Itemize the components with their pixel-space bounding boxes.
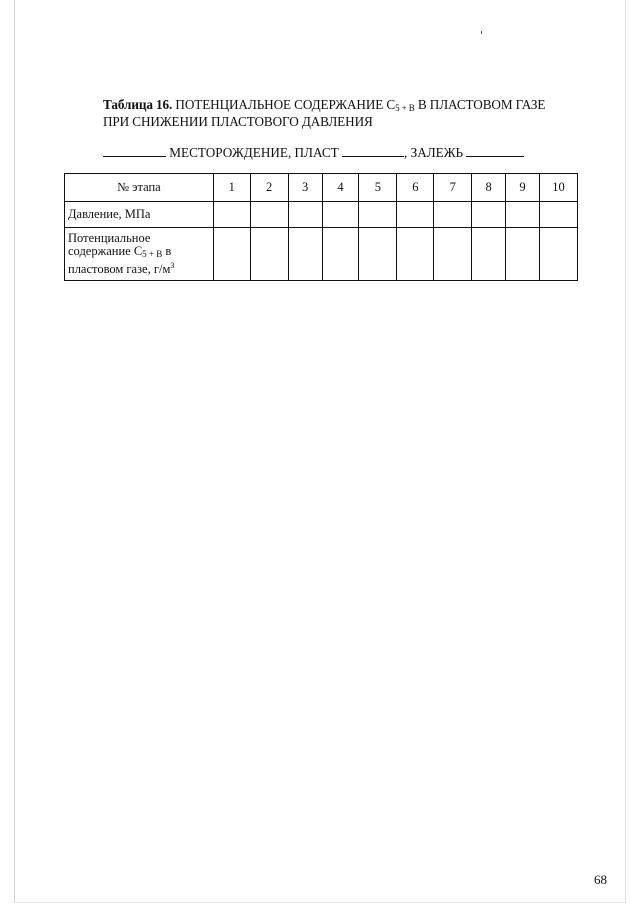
stage-header-8: 8 xyxy=(472,174,506,202)
stage-header-10: 10 xyxy=(540,174,578,202)
pool-label: ЗАЛЕЖЬ xyxy=(410,145,464,160)
pressure-cell-6[interactable] xyxy=(397,202,434,228)
stage-header-7: 7 xyxy=(434,174,472,202)
field-separator: , xyxy=(404,145,408,160)
deposit-label: МЕСТОРОЖДЕНИЕ, ПЛАСТ xyxy=(169,145,339,160)
potential-cell-2[interactable] xyxy=(250,228,288,281)
pressure-cell-8[interactable] xyxy=(472,202,506,228)
title-subscript: 5 + В xyxy=(395,103,415,113)
pressure-cell-1[interactable] xyxy=(213,202,250,228)
stage-header-3: 3 xyxy=(288,174,322,202)
page-frame xyxy=(14,0,626,903)
potential-cell-9[interactable] xyxy=(506,228,540,281)
stage-header-6: 6 xyxy=(397,174,434,202)
pressure-cell-5[interactable] xyxy=(359,202,397,228)
deposit-blank[interactable] xyxy=(103,145,166,157)
potential-cell-8[interactable] xyxy=(472,228,506,281)
stage-header-2: 2 xyxy=(250,174,288,202)
potential-label-line2-pre: содержание С xyxy=(68,243,143,258)
pressure-cell-2[interactable] xyxy=(250,202,288,228)
potential-label-line2-post: в xyxy=(165,243,172,258)
page-number: 68 xyxy=(594,872,607,887)
potential-label-subscript: 5 + В xyxy=(142,248,163,259)
pressure-cell-10[interactable] xyxy=(540,202,578,228)
stage-header-4: 4 xyxy=(322,174,359,202)
potential-cell-4[interactable] xyxy=(322,228,359,281)
table-number: Таблица 16. xyxy=(103,97,173,112)
potential-cell-5[interactable] xyxy=(359,228,397,281)
potential-label-line3: пластовом газе, г/м xyxy=(68,262,171,277)
stage-header-5: 5 xyxy=(359,174,397,202)
stage-header-label: № этапа xyxy=(65,174,214,202)
potential-content-label xyxy=(65,228,214,281)
pressure-label: Давление, МПа xyxy=(65,202,214,228)
potential-cell-1[interactable] xyxy=(213,228,250,281)
potential-cell-6[interactable] xyxy=(397,228,434,281)
table-title xyxy=(103,97,573,130)
stage-table xyxy=(64,173,578,281)
stage-header-9: 9 xyxy=(506,174,540,202)
potential-label-line1: Потенциальное xyxy=(68,230,151,245)
table-header-row xyxy=(65,174,578,202)
potential-label-superscript: 3 xyxy=(170,260,175,270)
pressure-cell-3[interactable] xyxy=(288,202,322,228)
scan-speck xyxy=(481,31,482,34)
layer-blank[interactable] xyxy=(342,145,404,157)
pressure-cell-9[interactable] xyxy=(506,202,540,228)
pressure-cell-7[interactable] xyxy=(434,202,472,228)
potential-content-row xyxy=(65,228,578,281)
stage-header-1: 1 xyxy=(213,174,250,202)
title-line1-main: ПОТЕНЦИАЛЬНОЕ СОДЕРЖАНИЕ С xyxy=(175,97,396,112)
pressure-cell-4[interactable] xyxy=(322,202,359,228)
deposit-field-line xyxy=(103,145,524,161)
title-line1-tail: В ПЛАСТОВОМ ГАЗЕ xyxy=(417,97,546,112)
potential-cell-7[interactable] xyxy=(434,228,472,281)
title-line2: ПРИ СНИЖЕНИИ ПЛАСТОВОГО ДАВЛЕНИЯ xyxy=(103,114,373,129)
potential-cell-10[interactable] xyxy=(540,228,578,281)
pool-blank[interactable] xyxy=(466,145,524,157)
potential-cell-3[interactable] xyxy=(288,228,322,281)
pressure-row xyxy=(65,202,578,228)
